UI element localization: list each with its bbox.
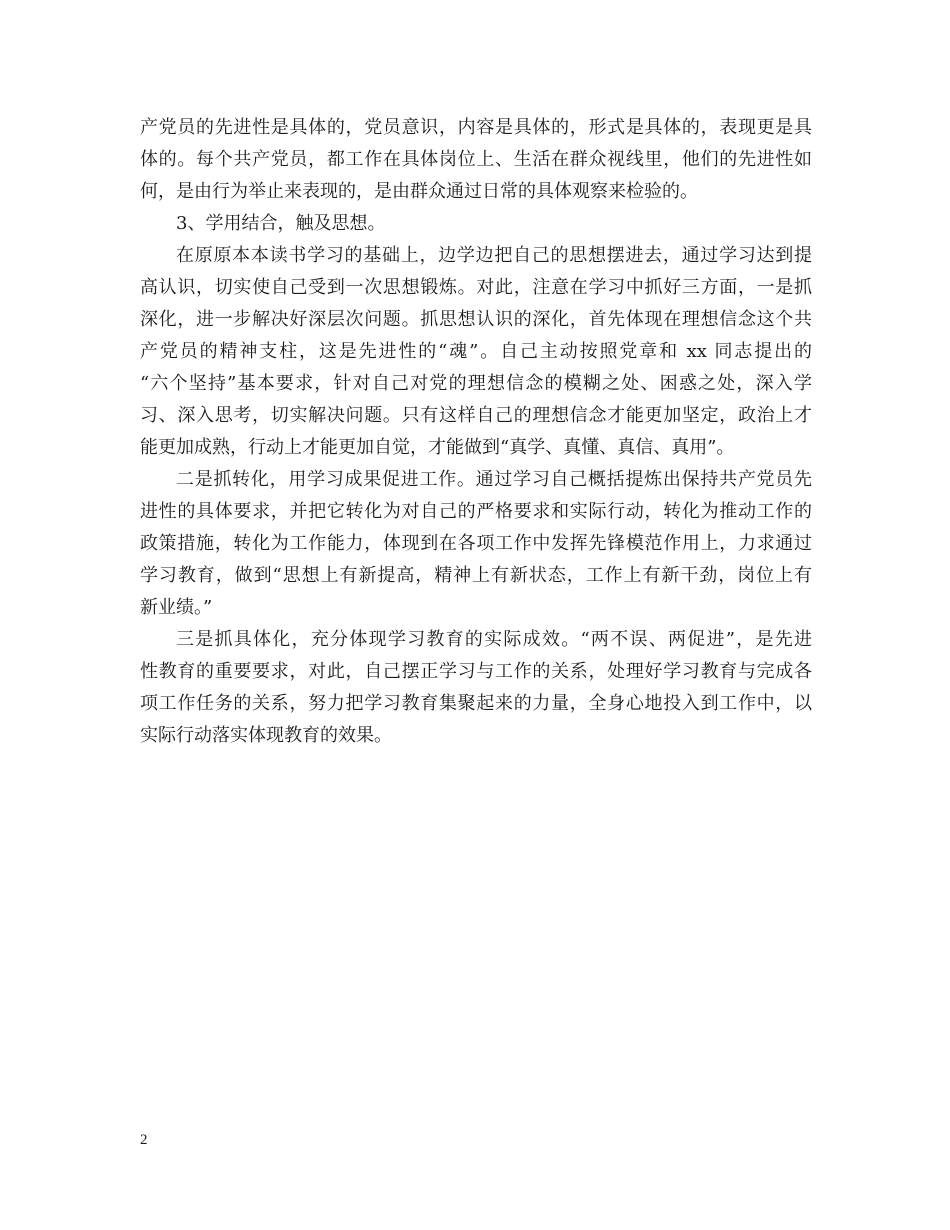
text-line: 产党员的精神支柱，这是先进性的“魂”。自己主动按照党章和 xx 同志提出的 [140,341,812,362]
text-line: 何，是由行为举止来表现的，是由群众通过日常的具体观察来检验的。 [140,181,698,202]
text-line: 高认识，切实使自己受到一次思想锻炼。对此，注意在学习中抓好三方面，一是抓 [140,277,812,298]
section-heading: 3、学用结合，触及思想。 [176,213,386,234]
text-line: 学习教育，做到“思想上有新提高，精神上有新状态，工作上有新干劲，岗位上有 [140,565,812,586]
text-line: 产党员的先进性是具体的，党员意识，内容是具体的，形式是具体的，表现更是具 [140,117,812,138]
text-line: 在原原本本读书学习的基础上，边学边把自己的思想摆进去，通过学习达到提 [176,245,812,266]
text-line: 三是抓具体化，充分体现学习教育的实际成效。“两不误、两促进”，是先进 [176,629,812,650]
text-line: 体的。每个共产党员，都工作在具体岗位上、生活在群众视线里，他们的先进性如 [140,149,812,170]
text-line: 能更加成熟，行动上才能更加自觉，才能做到“真学、真懂、真信、真用”。 [140,437,735,458]
text-line: 项工作任务的关系，努力把学习教育集聚起来的力量，全身心地投入到工作中，以 [140,693,812,714]
text-line: 习、深入思考，切实解决问题。只有这样自己的理想信念才能更加坚定，政治上才 [140,405,812,426]
text-line: 进性的具体要求，并把它转化为对自己的严格要求和实际行动，转化为推动工作的 [140,501,812,522]
text-line: 二是抓转化，用学习成果促进工作。通过学习自己概括提炼出保持共产党员先 [176,469,812,490]
page-number: 2 [140,1132,148,1148]
text-line: 实际行动落实体现教育的效果。 [140,725,392,746]
text-line: 新业绩。” [140,597,213,618]
text-line: 政策措施，转化为工作能力，体现到在各项工作中发挥先锋模范作用上，力求通过 [140,533,812,554]
text-line: 性教育的重要要求，对此，自己摆正学习与工作的关系，处理好学习教育与完成各 [140,661,812,682]
text-line: 深化，进一步解决好深层次问题。抓思想认识的深化，首先体现在理想信念这个共 [140,309,812,330]
document-body [140,112,812,752]
text-line: “六个坚持”基本要求，针对自己对党的理想信念的模糊之处、困惑之处，深入学 [140,373,812,394]
